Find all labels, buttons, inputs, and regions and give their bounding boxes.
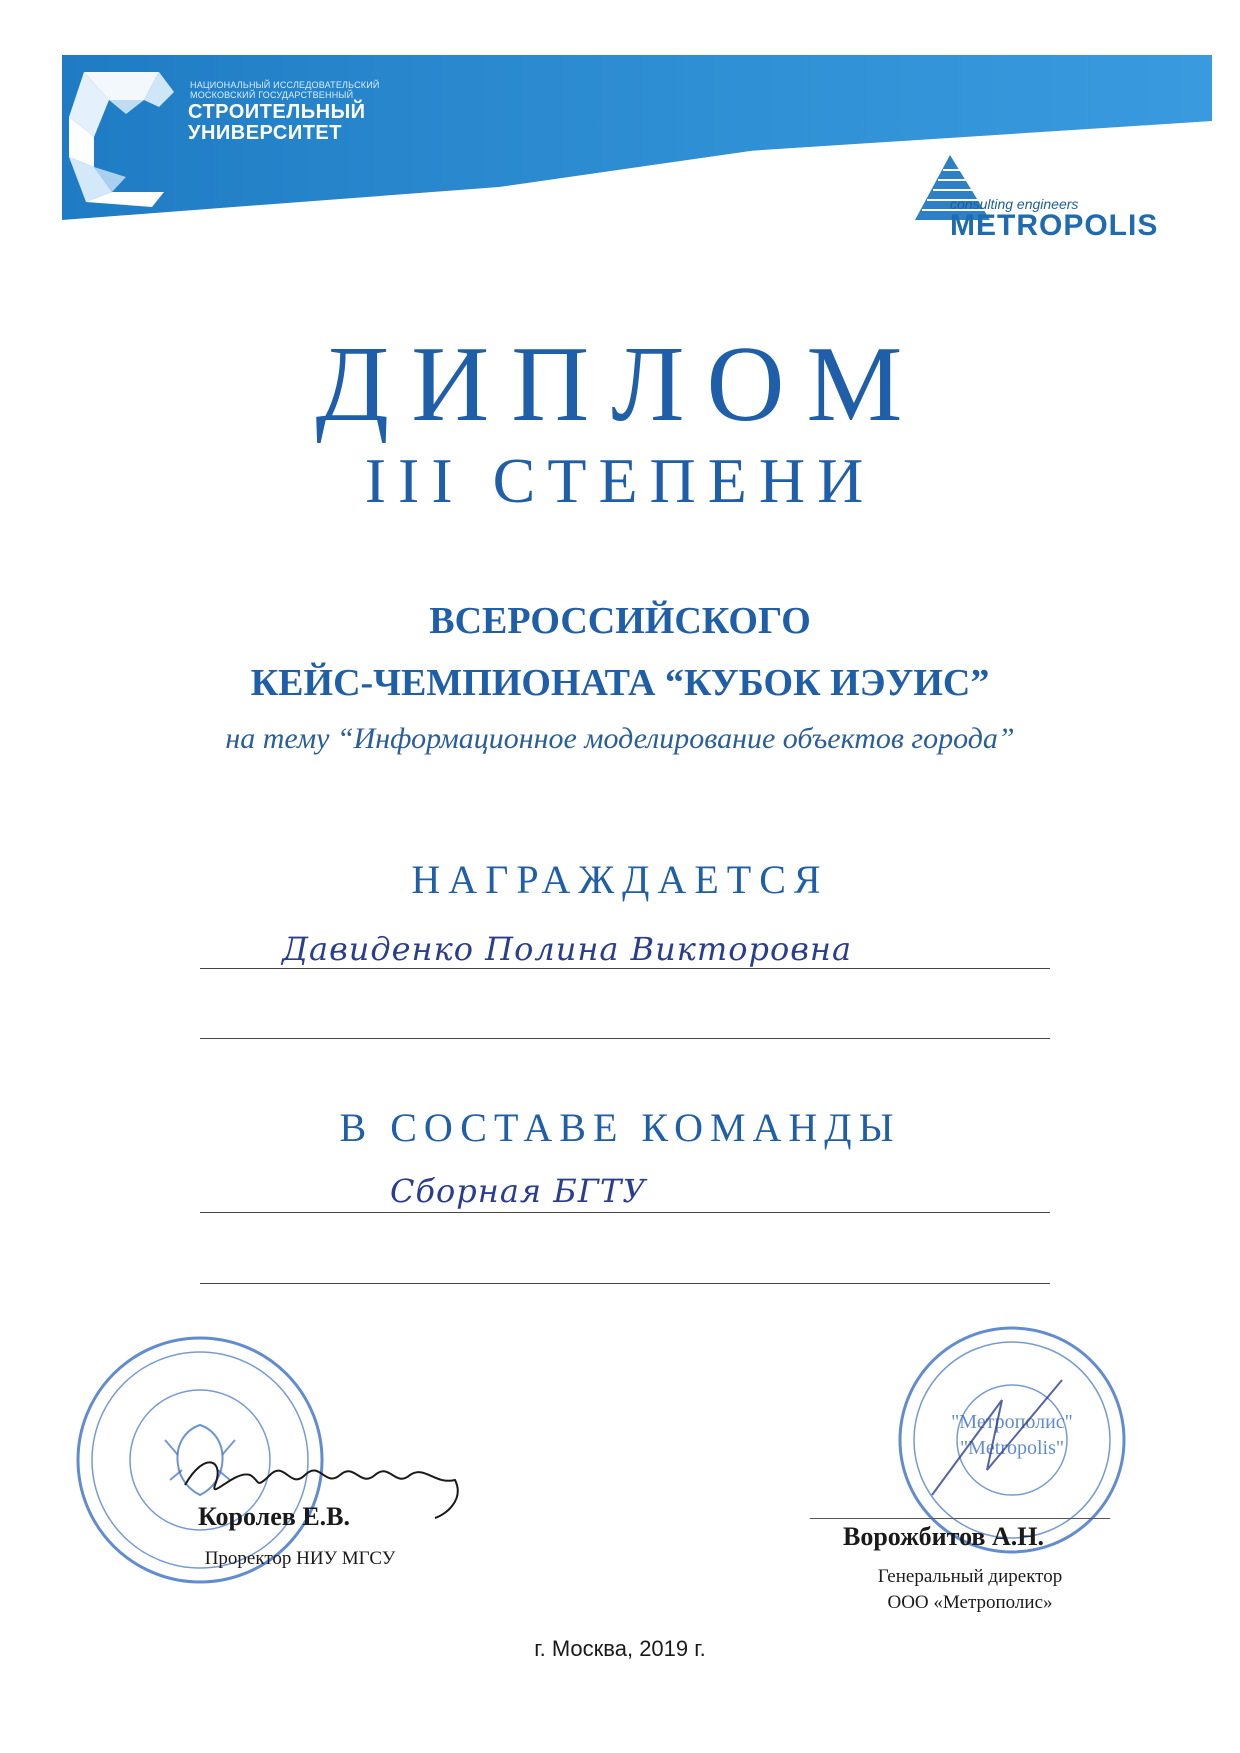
diploma-title: ДИПЛОМ — [315, 325, 925, 444]
recipient-line-2 — [200, 1038, 1050, 1039]
right-signer-name: Ворожбитов А.Н. — [843, 1522, 1044, 1551]
team-line-2 — [200, 1283, 1050, 1284]
diploma-degree: III СТЕПЕНИ — [364, 445, 876, 516]
university-name-line1: СТРОИТЕЛЬНЫЙ — [188, 101, 366, 123]
seal-text-en: "Metropolis" — [959, 1437, 1065, 1459]
event-line2: КЕЙС-ЧЕМПИОНАТА “КУБОК ИЭУИС” — [250, 662, 990, 704]
recipient-line — [200, 968, 1050, 969]
award-label: НАГРАЖДАЕТСЯ — [411, 857, 829, 902]
left-signer-name: Королев Е.В. — [198, 1502, 351, 1531]
recipient-name: Давиденко Полина Викторовна — [282, 930, 853, 968]
place-date: г. Москва, 2019 г. — [534, 1636, 706, 1661]
right-signer-role-line1: Генеральный директор — [877, 1566, 1063, 1587]
partner-name: METROPOLIS — [950, 209, 1159, 242]
right-signature-line — [810, 1518, 1110, 1519]
university-name — [188, 102, 366, 144]
partner-tagline: consulting engineers — [950, 196, 1079, 212]
seal-text-ru: "Метрополис" — [951, 1411, 1073, 1433]
right-signer-role-line2: ООО «Метрополис» — [887, 1592, 1053, 1613]
left-signer-role: Проректор НИУ МГСУ — [204, 1548, 396, 1569]
university-name-line2: УНИВЕРСИТЕТ — [188, 122, 342, 144]
event-line1: ВСЕРОССИЙСКОГО — [429, 600, 811, 642]
team-line — [200, 1212, 1050, 1213]
university-subtitle: НАЦИОНАЛЬНЫЙ ИССЛЕДОВАТЕЛЬСКИЙ МОСКОВСКИЙ ГОСУДАРСТВЕННЫЙ — [190, 80, 380, 100]
event-theme: на тему “Информационное моделирование объектов города” — [225, 722, 1015, 755]
university-logo-icon — [64, 62, 182, 212]
team-label: В СОСТАВЕ КОМАНДЫ — [339, 1105, 901, 1150]
team-name: Сборная БГТУ — [390, 1172, 647, 1210]
